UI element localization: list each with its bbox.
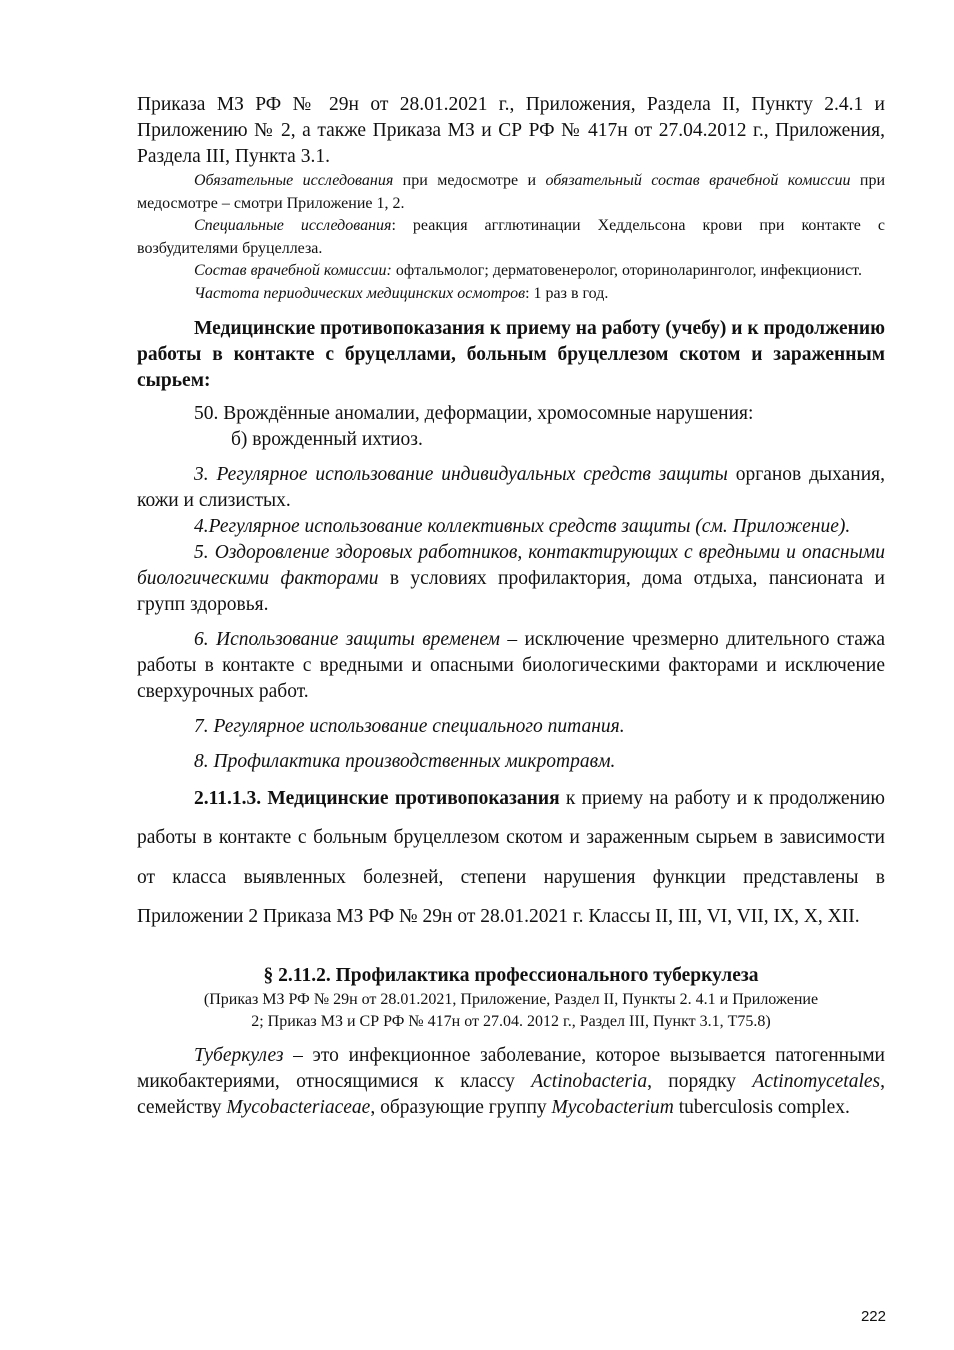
tuberculosis-paragraph <box>137 1043 885 1121</box>
section-2-11-2-ref-line-2: 2; Приказ МЗ и СР РФ № 417н от 27.04. 2012 г., Раздел III, Пункт 3.1, Т75.8) <box>251 1013 771 1031</box>
obligatory-tests-label: Обязательные исследования <box>194 172 394 189</box>
page-number: 222 <box>860 1308 886 1325</box>
tb-family: Mycobacteriaceae <box>226 1096 371 1118</box>
obligatory-tests-tail: при медосмотре – смотри Приложение 1, 2. <box>137 172 886 212</box>
special-tests-text: : реакция агглютинации Хеддельсона крови при контакте с возбудителями бруцеллеза. <box>137 217 885 257</box>
measure-5-text: в условиях профилактория, дома отдыха, пансионата и групп здоровья. <box>137 567 885 615</box>
tb-text-5: tuberculosis complex. <box>673 1096 850 1118</box>
section-2-11-1-3-title: 2.11.1.3. Медицинские противопоказания <box>194 787 560 809</box>
measure-7: 7. Регулярное использование специального питания. <box>194 715 625 737</box>
tb-genus: Mycobacterium <box>551 1096 674 1118</box>
contraindication-item: 50. Врождённые аномалии, деформации, хромосомные нарушения: <box>194 402 754 424</box>
measure-5 <box>137 540 885 618</box>
tb-text-3: , семейству <box>137 1070 885 1118</box>
document-page <box>137 92 885 1121</box>
commission-text: офтальмолог; дерматовенеролог, оториноларинголог, инфекционист. <box>391 262 862 280</box>
commission-paragraph <box>137 260 885 283</box>
section-2-11-2-title: § 2.11.2. Профилактика профессионального туберкулеза <box>263 964 759 986</box>
section-2-11-2-ref-line-1: (Приказ МЗ РФ № 29н от 28.01.2021, Приложение, Раздел II, Пункты 2. 4.1 и Приложение <box>203 990 819 1008</box>
section-2-11-1-3 <box>137 779 885 937</box>
tb-text-2: , порядку <box>647 1070 753 1092</box>
frequency-label: Частота периодических медицинских осмотров <box>194 284 526 302</box>
commission-composition-label: обязательный состав врачебной комиссии <box>545 172 851 189</box>
measure-8: 8. Профилактика производственных микротравм. <box>194 750 616 772</box>
measure-3-text: органов дыхания, кожи и слизистых. <box>137 463 885 511</box>
tb-text-1: – это инфекционное заболевание, которое вызывается патогенными микобактериями, относящимися к классу <box>137 1044 885 1092</box>
frequency-text: : 1 раз в год. <box>525 284 609 302</box>
special-tests-paragraph <box>137 215 885 260</box>
measure-6-text: – исключение чрезмерно длительного стажа работы в контакте с вредными и опасными биологическими факторами и исключение сверхурочных работ. <box>137 628 886 702</box>
measure-4: 4.Регулярное использование коллективных средств защиты (см. Приложение). <box>194 515 851 537</box>
tb-term: Туберкулез <box>194 1044 284 1066</box>
tb-class: Actinobacteria <box>531 1070 648 1092</box>
contraindication-subitem: б) врожденный ихтиоз. <box>231 428 423 450</box>
contraindications-heading: Медицинские противопоказания к приему на работу (учебу) и к продолжению работы в контакте с бруцеллами, больным бруцеллезом скотом и зараженным сырьем: <box>137 317 885 391</box>
measure-3 <box>137 462 885 514</box>
tb-text-4: , образующие группу <box>370 1096 552 1118</box>
section-2-11-1-3-text: к приему на работу и к продолжению работы в контакте с больным бруцеллезом скотом и зараженным сырьем в зависимости от класса выявленных болезней, степени нарушения функции представлены в Приложении 2 Приказа МЗ РФ № 29н от 28.01.2021 г. Классы II, III, VI, VII, IX, X, XII. <box>137 787 885 928</box>
special-tests-label: Специальные исследования <box>194 217 392 235</box>
frequency-paragraph <box>137 283 885 306</box>
measure-5-title: 5. Оздоровление здоровых работников, контактирующих с вредными и опасными биологическими факторами <box>137 541 885 589</box>
obligatory-tests-text: при медосмотре и <box>393 172 546 189</box>
commission-label: Состав врачебной комиссии: <box>194 262 392 280</box>
tb-order: Actinomycetales <box>752 1070 881 1092</box>
measure-3-title: 3. Регулярное использование индивидуальных средств защиты <box>194 463 728 485</box>
obligatory-tests-paragraph <box>137 170 885 215</box>
measure-6-title: 6. Использование защиты временем <box>194 628 500 650</box>
intro-paragraph: Приказа МЗ РФ № 29н от 28.01.2021 г., Приложения, Раздела II, Пункту 2.4.1 и Приложению № 2, а также Приказа МЗ и СР РФ № 417н от 27.04.2012 г., Приложения, Раздела III, Пункта 3.1. <box>137 94 885 167</box>
measure-6 <box>137 627 885 705</box>
